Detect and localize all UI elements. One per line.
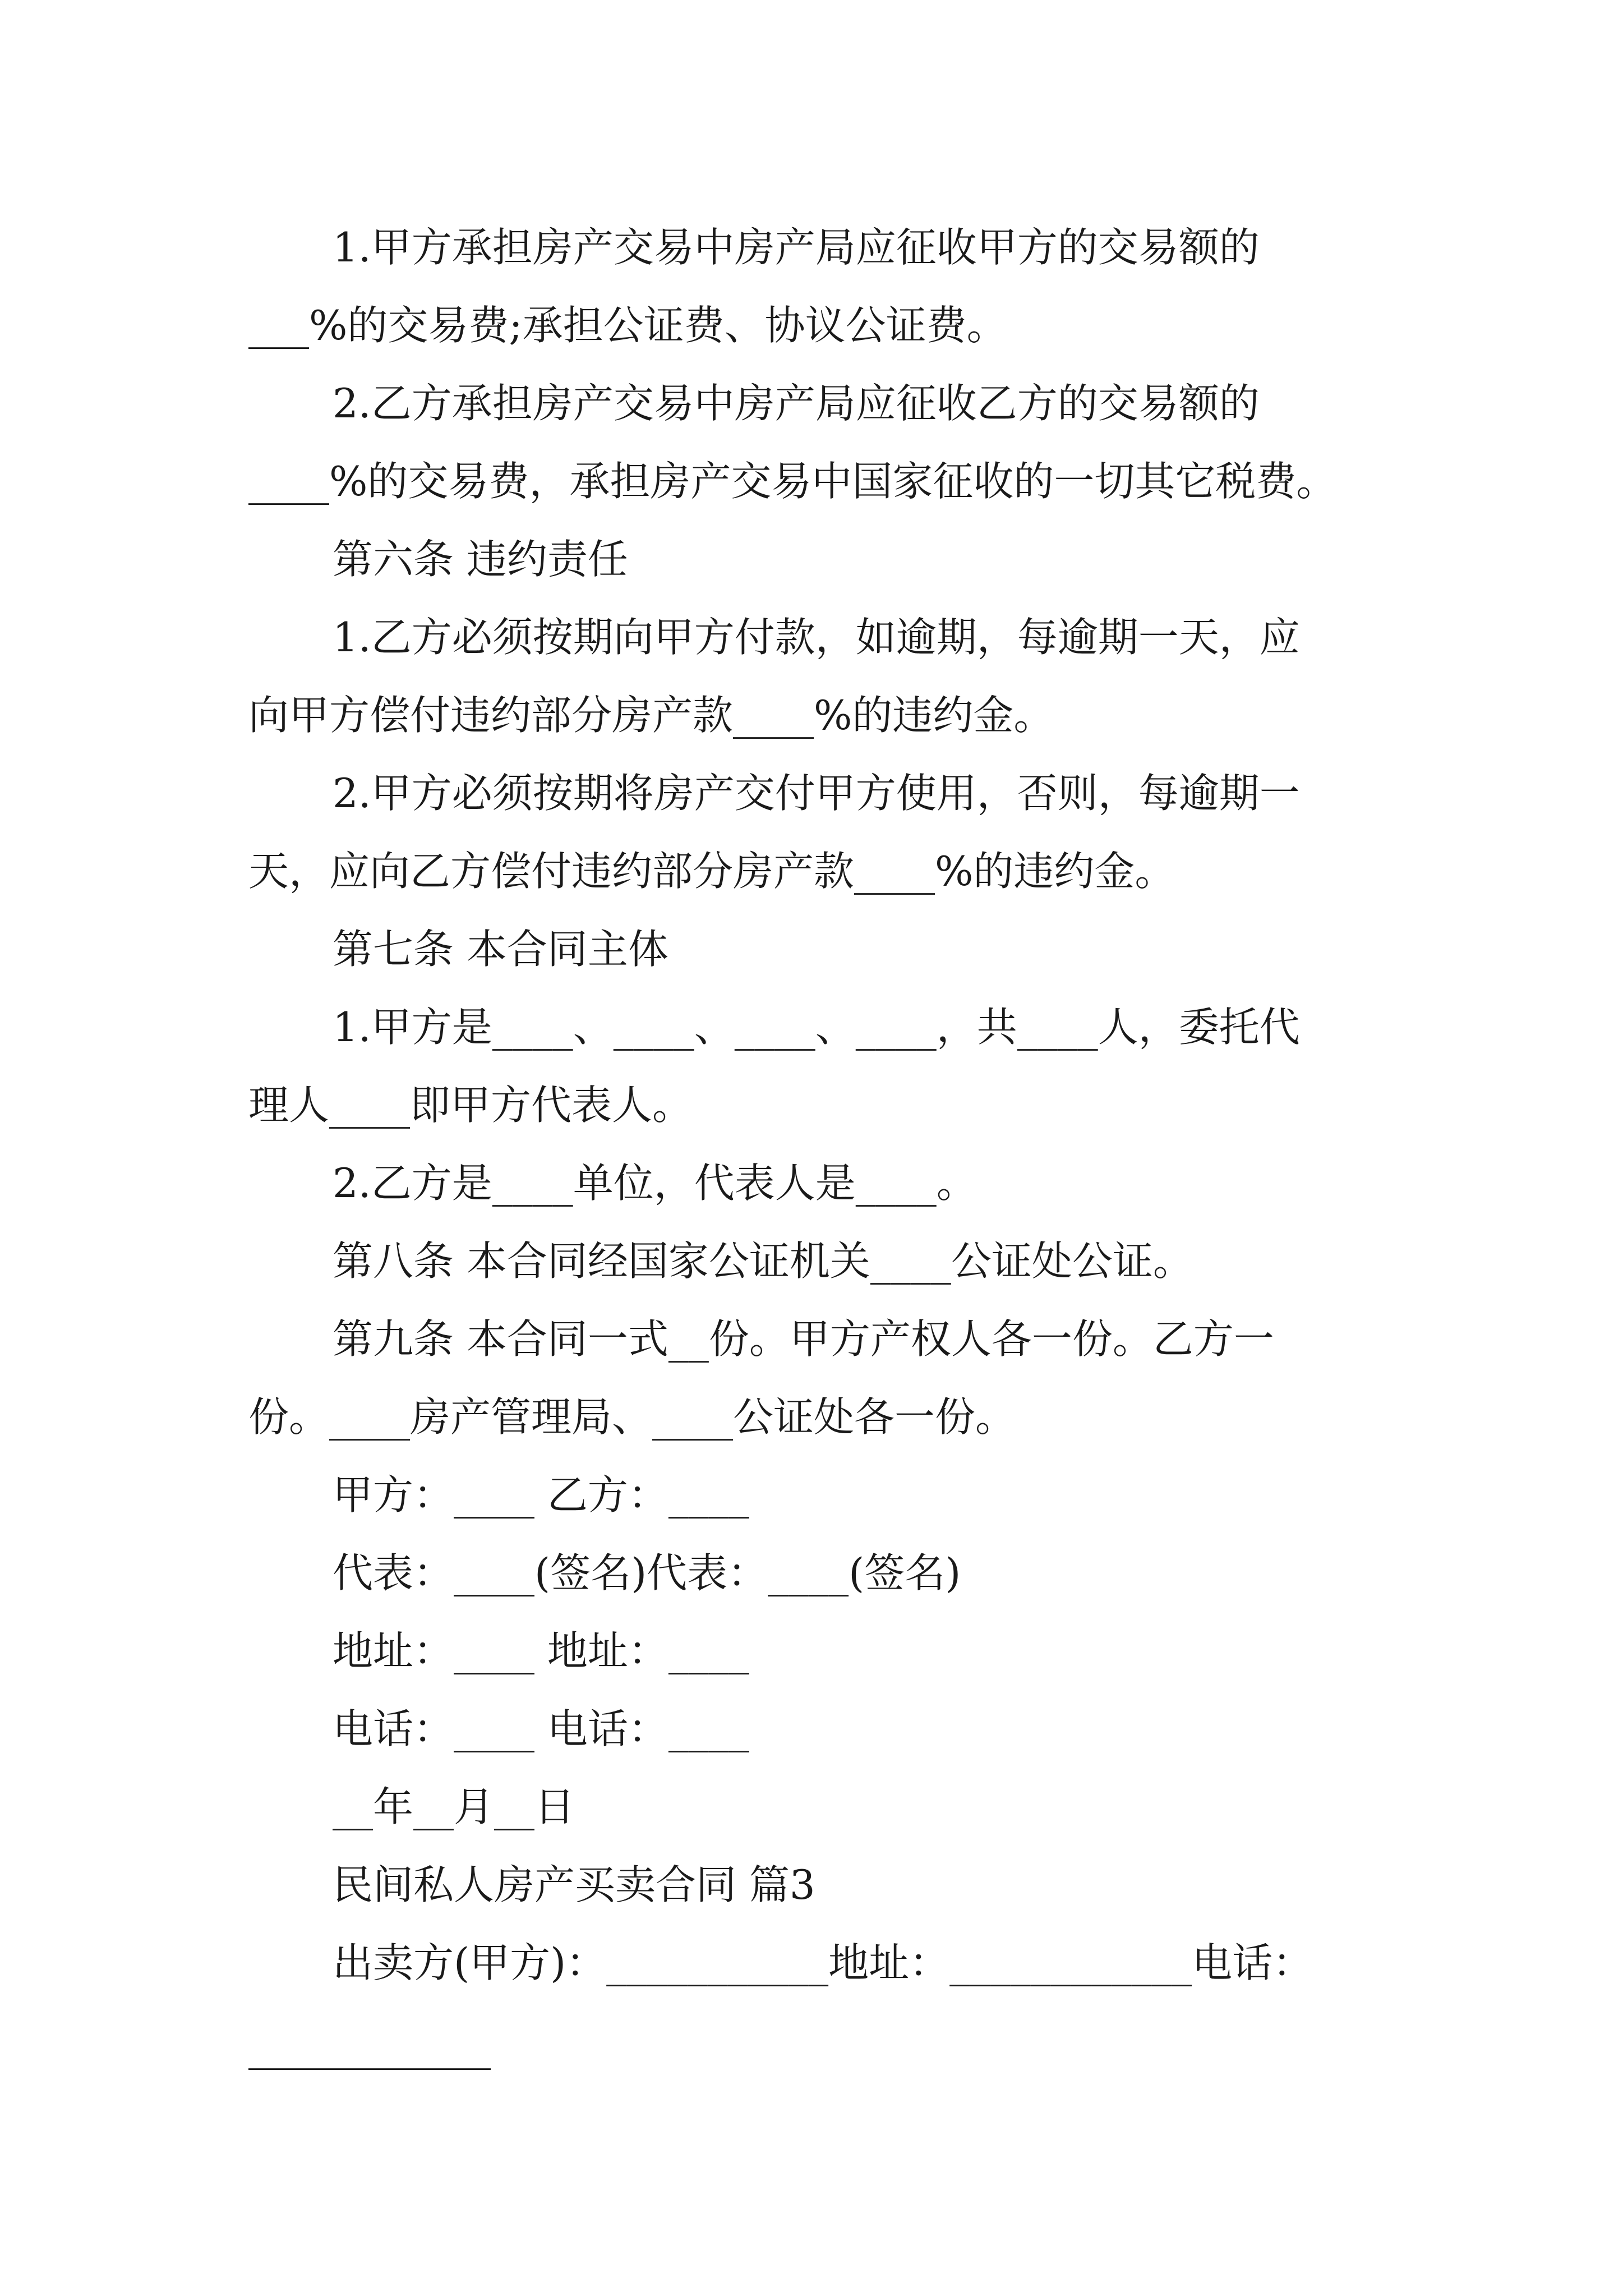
signature-phones: 电话：____ 电话：____: [333, 1705, 749, 1752]
clause-8: 第八条 本合同经国家公证机关____公证处公证。: [333, 1237, 1193, 1285]
document-body: [248, 209, 1393, 2086]
clause-9-line-2: 份。____房产管理局、____公证处各一份。: [248, 1393, 1016, 1441]
clause-6-item-2-line-2: 天，应向乙方偿付违约部分房产款____%的违约金。: [248, 848, 1175, 895]
clause-5-item-2-line-2: ____%的交易费，承担房产交易中国家征收的一切其它税费。: [248, 458, 1337, 505]
signature-representatives: 代表：____(签名)代表：____(签名): [333, 1549, 961, 1596]
clause-6-heading: 第六条 违约责任: [333, 536, 628, 583]
section-title: 民间私人房产买卖合同 篇3: [333, 1861, 815, 1908]
clause-7-heading: 第七条 本合同主体: [333, 926, 668, 973]
clause-5-item-1-line-1: 1.甲方承担房产交易中房产局应征收甲方的交易额的: [333, 224, 1260, 271]
clause-7-item-1-line-2: 理人____即甲方代表人。: [248, 1082, 693, 1129]
signature-addresses: 地址：____ 地址：____: [333, 1627, 749, 1674]
clause-6-item-1-line-1: 1.乙方必须按期向甲方付款，如逾期，每逾期一天，应: [333, 614, 1300, 661]
clause-5-item-1-line-2: ___%的交易费;承担公证费、协议公证费。: [248, 302, 1007, 349]
seller-info-line-1: 出卖方(甲方)：___________地址：____________电话：: [333, 1939, 1313, 1986]
clause-9-line-1: 第九条 本合同一式__份。甲方产权人各一份。乙方一: [333, 1315, 1274, 1363]
clause-6-item-1-line-2: 向甲方偿付违约部分房产款____%的违约金。: [248, 692, 1054, 739]
seller-info-line-2: ____________: [248, 2023, 491, 2070]
clause-7-item-2: 2.乙方是____单位，代表人是____。: [333, 1159, 977, 1207]
signature-date: __年__月__日: [333, 1783, 575, 1830]
clause-7-item-1-line-1: 1.甲方是____、____、____、____，共____人，委托代: [333, 1004, 1300, 1051]
clause-6-item-2-line-1: 2.甲方必须按期将房产交付甲方使用，否则，每逾期一: [333, 770, 1300, 817]
clause-5-item-2-line-1: 2.乙方承担房产交易中房产局应征收乙方的交易额的: [333, 380, 1260, 427]
signature-parties: 甲方：____ 乙方：____: [333, 1471, 749, 1519]
